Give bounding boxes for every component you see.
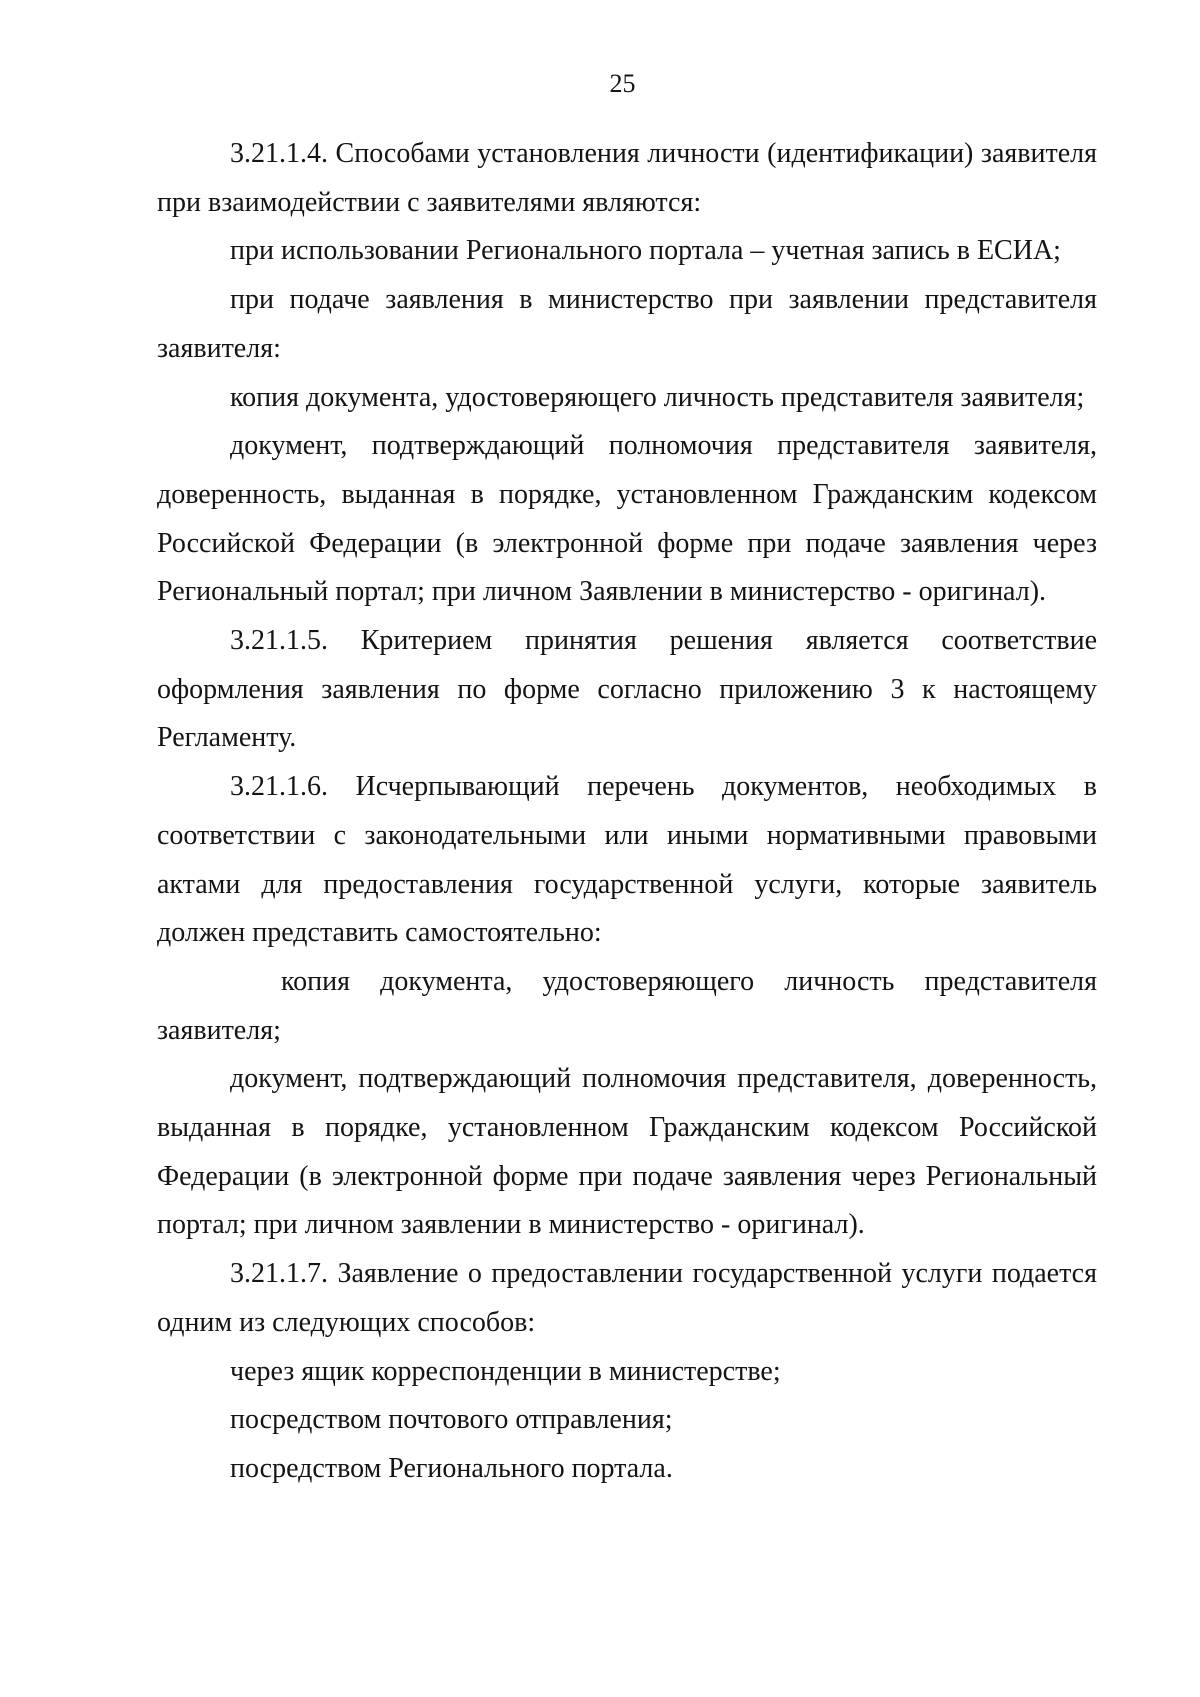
- paragraph-id-copy: копия документа, удостоверяющего личность представителя заявителя;: [230, 381, 1085, 413]
- paragraph-3-21-1-7: 3.21.1.7. Заявление о предоставлении государственной услуги подается одним из следующих способов:: [157, 1258, 1097, 1338]
- paragraph-authority-document: документ, подтверждающий полномочия представителя заявителя, доверенность, выданная в порядке, установленном Гражданским кодексом Российской Федерации (в электронной форме при подаче заявления через Региональный портал; при личном Заявлении в министерство - оригинал).: [157, 430, 1097, 608]
- paragraph-3-21-1-4: 3.21.1.4. Способами установления личности (идентификации) заявителя при взаимодействии с заявителями являются:: [157, 138, 1097, 218]
- paragraph-authority-document-2: документ, подтверждающий полномочия представителя, доверенность, выданная в порядке, установленном Гражданским кодексом Российской Федерации (в электронной форме при подаче заявления через Региональный портал; при личном заявлении в министерство - оригинал).: [157, 1063, 1097, 1241]
- paragraph-3-21-1-6: 3.21.1.6. Исчерпывающий перечень документов, необходимых в соответствии с законодательными или иными нормативными правовыми актами для предоставления государственной услуги, которые заявитель должен представить самостоятельно:: [157, 771, 1097, 949]
- list-item-postal: посредством почтового отправления;: [230, 1404, 673, 1436]
- page-number: 25: [609, 69, 636, 98]
- paragraph-esia-account: при использовании Регионального портала – учетная запись в ЕСИА;: [230, 235, 1061, 267]
- list-item-portal: посредством Регионального портала.: [230, 1452, 673, 1484]
- list-item-mailbox: через ящик корреспонденции в министерстве;: [230, 1355, 781, 1387]
- paragraph-3-21-1-5: 3.21.1.5. Критерием принятия решения является соответствие оформления заявления по форме согласно приложению 3 к настоящему Регламенту.: [157, 625, 1097, 754]
- document-body: [157, 130, 1097, 1494]
- paragraph-id-copy-2: копия документа, удостоверяющего личность представителя заявителя;: [157, 965, 1097, 1046]
- paragraph-representative-submission: при подаче заявления в министерство при заявлении представителя заявителя:: [157, 284, 1097, 364]
